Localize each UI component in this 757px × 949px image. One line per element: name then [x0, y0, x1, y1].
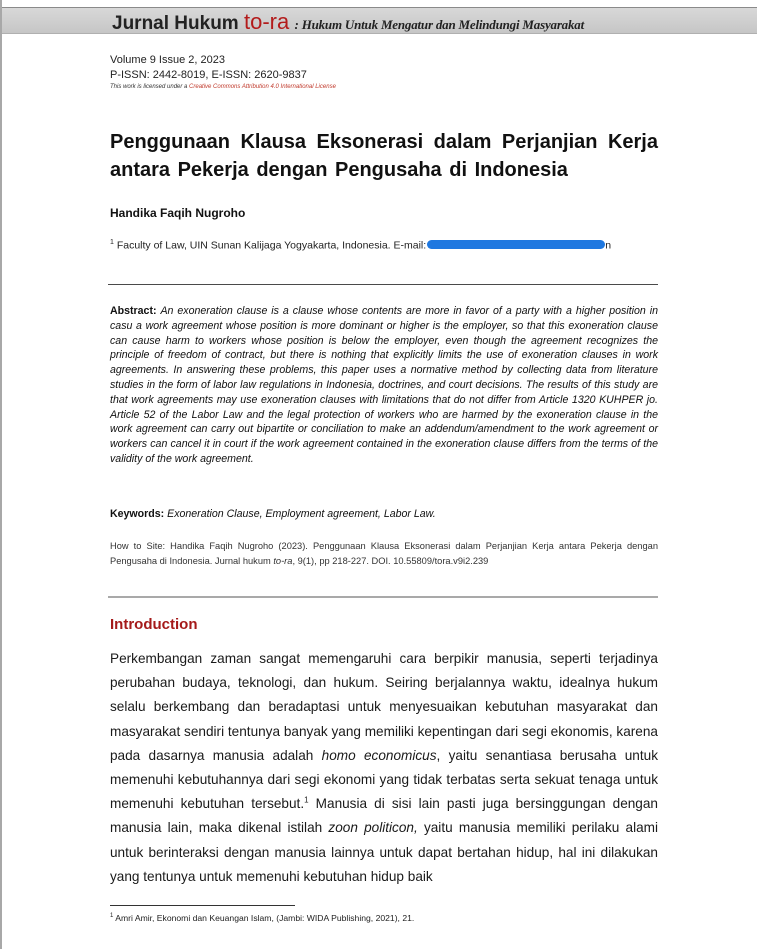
- page-left-border: [0, 0, 2, 949]
- abstract-text: An exoneration clause is a clause whose contents are more in favor of a party with a higher position in casu a work agreement whose position is more dominant or higher is the employer, so that this exoneration clause can cause harm to workers whose position is below the employer, even though the agreement recognizes the principle of freedom of contract, but there is nothing that explicitly limits the use of exoneration clauses in work agreements. In answering these problems, this paper uses a normative method by collecting data from literature studies in the form of labor law regulations in Indonesia, doctrines, and court decisions. The results of this study are that work agreements may use exoneration clauses with limitations that do not differ from Article 1320 KUHPER jo. Article 52 of the Labor Law and the legal protection of workers who are harmed by the exoneration clause in the work agreement can carry out bipartite or conciliation to make an addendum/amendment to the work agreement or workers can cancel it in court if the work agreement contained in the exoneration clause differs from the terms of the validity of the work agreement.: [110, 305, 658, 465]
- intro-italic-1: homo economicus: [321, 747, 437, 763]
- abstract: [110, 304, 658, 467]
- introduction-paragraph: [110, 647, 658, 889]
- journal-header-bar: [2, 7, 757, 34]
- footnote: [110, 913, 414, 923]
- divider-top: [108, 284, 658, 285]
- citation: [110, 539, 658, 568]
- license-prefix: This work is licensed under a: [110, 84, 188, 90]
- article-title: Penggunaan Klausa Eksonerasi dalam Perjanjian Kerja antara Pekerja dengan Pengusaha di Indonesia: [110, 131, 658, 181]
- citation-part1: How to Site: Handika Faqih Nugroho (2023). Penggunaan Klausa Eksonerasi dalam Perjanjian Kerja antara Pekerja dengan Pengusaha di Indonesia. Jurnal hukum: [110, 541, 658, 566]
- intro-text-3: Manusia di sisi lain pasti juga bersinggungan dengan manusia lain, maka dikenal istilah: [110, 796, 658, 836]
- journal-brand: to-ra: [243, 9, 290, 34]
- keywords-text: Exoneration Clause, Employment agreement, Labor Law.: [167, 508, 436, 520]
- abstract-label: Abstract:: [110, 305, 157, 317]
- author-name: Handika Faqih Nugroho: [110, 206, 246, 220]
- journal-tagline: : Hukum Untuk Mengatur dan Melindungi Masyarakat: [294, 17, 584, 32]
- affiliation-marker: 1: [110, 239, 114, 246]
- journal-title: [112, 9, 584, 35]
- journal-name: Jurnal Hukum: [112, 13, 239, 34]
- author-affiliation: [110, 239, 611, 252]
- section-heading-introduction: Introduction: [110, 616, 198, 633]
- license-notice: [110, 83, 336, 92]
- volume-issue: Volume 9 Issue 2, 2023: [110, 54, 225, 66]
- email-redaction: [427, 240, 605, 249]
- footnote-separator: [110, 905, 295, 906]
- intro-text-1: Perkembangan zaman sangat memengaruhi cara berpikir manusia, seperti terjadinya perubahan budaya, teknologi, dan hukum. Seiring berjalannya waktu, idealnya hukum selalu berkembang dan beradaptasi untuk menyesuaikan kebutuhan masyarakat dan masyarakat sendiri tentunya banyak yang memiliki kepentingan dari segi ekonomis, karena pada dasarnya manusia adalah: [110, 651, 658, 763]
- email-tail: n: [605, 239, 612, 252]
- footnote-marker: 1: [110, 913, 114, 920]
- keywords: [110, 508, 658, 520]
- citation-part2: , 9(1), pp 218-227. DOI. 10.55809/tora.v9i2.239: [292, 555, 489, 566]
- issue-meta: [110, 53, 336, 92]
- footnote-ref[interactable]: 1: [304, 795, 309, 805]
- license-link[interactable]: Creative Commons Attribution 4.0 International License: [189, 84, 336, 90]
- footnote-text: Amri Amir, Ekonomi dan Keuangan Islam, (Jambi: WIDA Publishing, 2021), 21.: [115, 913, 415, 923]
- keywords-label: Keywords:: [110, 508, 165, 520]
- issn: P-ISSN: 2442-8019, E-ISSN: 2620-9837: [110, 69, 307, 81]
- intro-text-2: , yaitu senantiasa berusaha untuk memenuhi kebutuhannya dari segi ekonomi yang tidak terbatas serta sekuat tenaga untuk memenuhi kebutuhan tersebut.: [110, 747, 658, 812]
- intro-italic-2: zoon politicon,: [328, 820, 418, 836]
- divider-bottom: [108, 596, 658, 598]
- affiliation-text: Faculty of Law, UIN Sunan Kalijaga Yogyakarta, Indonesia. E-mail:: [116, 239, 427, 252]
- intro-text-4: yaitu manusia memiliki perilaku alami untuk berinteraksi dengan manusia lainnya untuk dapat bertahan hidup, hal ini dilakukan yang tentunya untuk memenuhi kebutuhan hidup baik: [110, 820, 659, 884]
- citation-journal: to-ra: [273, 555, 293, 566]
